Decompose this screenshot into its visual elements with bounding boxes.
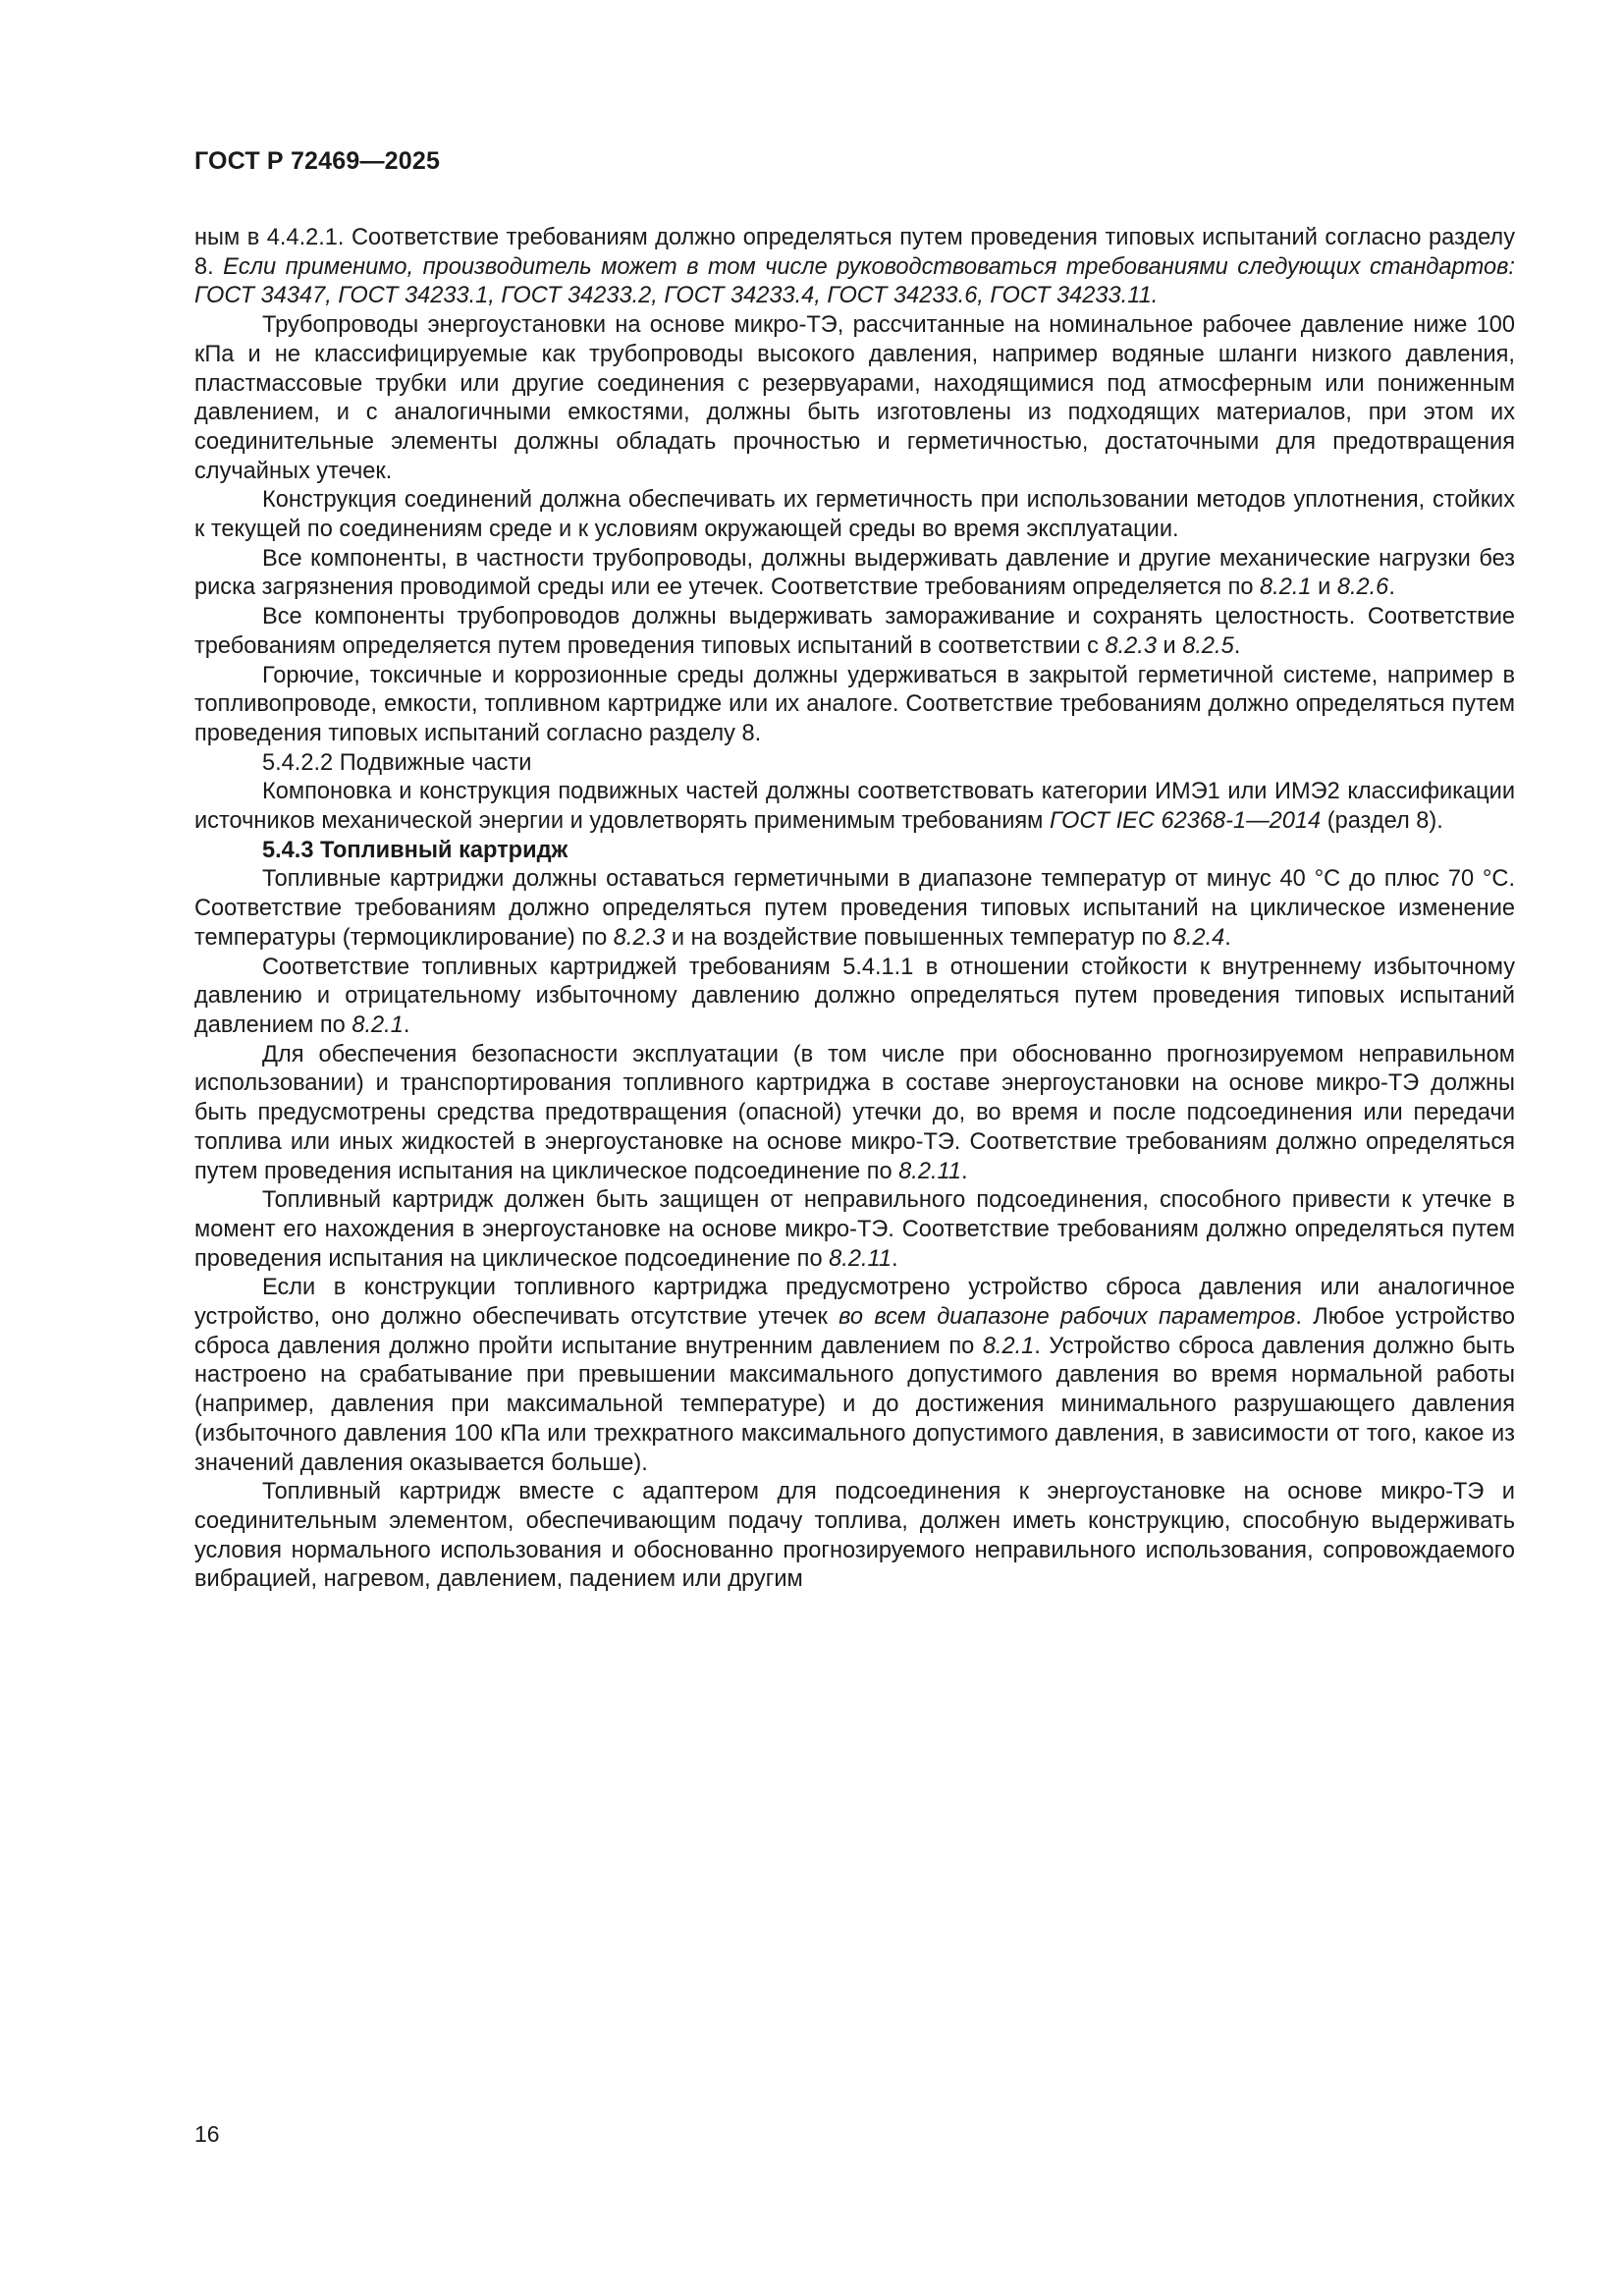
paragraph-text: Конструкция соединений должна обеспечивать их герметичность при использовании методов уплотнения, стойких к текущей по соединениям среде и к условиям окружающей среды во время эксплуатации. (194, 487, 1515, 543)
paragraph-text: и на воздействие повышенных температур по (665, 924, 1173, 951)
paragraph-text: Компоновка и конструкция подвижных частей должны соответствовать категории ИМЭ1 или ИМЭ2 классификации источников механической энергии и удовлетворять применимым требованиям (194, 779, 1515, 835)
document-body (194, 224, 1515, 1595)
italic-text: 8.2.11 (829, 1245, 892, 1272)
paragraph (194, 749, 1515, 779)
paragraph-text: Если в конструкции топливного картриджа предусмотрено устройство сброса давления или аналогичное устройство, оно должно обеспечивать отсутствие утечек (194, 1275, 1515, 1331)
italic-text: 8.2.4 (1172, 924, 1225, 951)
paragraph-text: и (1156, 632, 1183, 659)
paragraph-text: Для обеспечения безопасности эксплуатации (в том числе при обоснованно прогнозируемом неправильном использовании) и транспортирования топливного картриджа в составе энергоустановки на основе микро-ТЭ должны быть предусмотрены средства предотвращения (опасной) утечки до, во время и после подсоединения или передачи топлива или иных жидкостей в энергоустановке на основе микро-ТЭ. Соответствие требованиям должно определяться путем проведения испытания на циклическое подсоединение по (194, 1041, 1515, 1184)
paragraph-text: . (1233, 632, 1241, 659)
italic-text: 8.2.3 (1105, 632, 1157, 659)
paragraph-text: . (403, 1011, 410, 1038)
paragraph (194, 837, 1515, 866)
paragraph-text: . (892, 1245, 898, 1272)
paragraph-text: и (1311, 574, 1337, 601)
document-header: ГОСТ Р 72469—2025 (194, 147, 441, 175)
paragraph (194, 954, 1515, 1041)
paragraph-text: Топливные картриджи должны оставаться герметичными в диапазоне температур от минус 40 °С до плюс 70 °С. Соответствие требованиям должно определяться путем проведения типовых испытаний на циклическое изменение температуры (термоциклирование) по (194, 866, 1515, 951)
italic-text: 8.2.1 (352, 1011, 404, 1038)
paragraph (194, 662, 1515, 749)
paragraph-text: Топливный картридж вместе с адаптером для подсоединения к энергоустановке на основе микро-ТЭ и соединительным элементом, обеспечивающим подачу топлива, должен иметь конструкцию, способную выдерживать условия нормального использования и обоснованно прогнозируемого неправильного использования, сопровождаемого вибрацией, нагревом, давлением, падением или другим (194, 1479, 1515, 1593)
paragraph-text: . Устройство сброса давления должно быть настроено на срабатывание при превышении максимального допустимого давления во время нормальной работы (например, давления при максимальной температуре) и до достижения минимального разрушающего давления (избыточного давления 100 кПа или трехкратного максимального допустимого давления, в зависимости от того, какое из значений давления оказывается больше). (194, 1333, 1515, 1476)
paragraph-text: Соответствие топливных картриджей требованиям 5.4.1.1 в отношении стойкости к внутреннему избыточному давлению и отрицательному избыточному давлению должно определяться путем проведения типовых испытаний давлением по (194, 954, 1515, 1038)
paragraph-text: . Любое устройство сброса давления должно пройти испытание внутренним давлением по (194, 1304, 1515, 1359)
paragraph (194, 1041, 1515, 1187)
paragraph (194, 865, 1515, 953)
paragraph (194, 1274, 1515, 1478)
paragraph-text: Горючие, токсичные и коррозионные среды должны удерживаться в закрытой герметичной системе, например в топливопроводе, емкости, топливном картридже или их аналоге. Соответствие требованиям должно определяться путем проведения типовых испытаний согласно разделу 8. (194, 662, 1515, 746)
italic-text: 8.2.6 (1336, 574, 1389, 601)
paragraph (194, 311, 1515, 486)
italic-text: во всем диапазоне рабочих параметров (839, 1304, 1296, 1331)
paragraph (194, 603, 1515, 661)
italic-text: 8.2.1 (1260, 574, 1312, 601)
italic-text: Если применимо, производитель может в том числе руководствоваться требованиями следующих стандартов: ГОСТ 34347, ГОСТ 34233.1, ГОСТ 34233.2, ГОСТ 34233.4, ГОСТ 34233.6, ГОСТ 34233.11. (194, 253, 1515, 309)
paragraph-text: ным в 4.4.2.1. Соответствие требованиям должно определяться путем проведения типовых испытаний согласно разделу 8. (194, 225, 1515, 280)
paragraph-text: Трубопроводы энергоустановки на основе микро-ТЭ, рассчитанные на номинальное рабочее давление ниже 100 кПа и не классифицируемые как трубопроводы высокого давления, например водяные шланги низкого давления, пластмассовые трубки или другие соединения с резервуарами, находящимися под атмосферным или пониженным давлением, и с аналогичными емкостями, должны быть изготовлены из подходящих материалов, при этом их соединительные элементы должны обладать прочностью и герметичностью, достаточными для предотвращения случайных утечек. (194, 312, 1515, 484)
paragraph-text: (раздел 8). (1321, 808, 1443, 835)
paragraph-text: Все компоненты трубопроводов должны выдерживать замораживание и сохранять целостность. Соответствие требованиям определяется путем проведения типовых испытаний в соответствии с (194, 604, 1515, 659)
paragraph-text: Топливный картридж должен быть защищен от неправильного подсоединения, способного привести к утечке в момент его нахождения в энергоустановке на основе микро-ТЭ. Соответствие требованиям должно определяться путем проведения испытания на циклическое подсоединение по (194, 1187, 1515, 1272)
italic-text: 8.2.5 (1182, 632, 1234, 659)
paragraph-text: . (961, 1158, 968, 1184)
paragraph-text: . (1224, 924, 1231, 951)
paragraph (194, 778, 1515, 836)
paragraph (194, 1186, 1515, 1274)
italic-text: ГОСТ IEC 62368-1—2014 (1049, 808, 1322, 835)
paragraph (194, 224, 1515, 311)
italic-text: 8.2.1 (982, 1333, 1035, 1359)
page-number: 16 (194, 2121, 220, 2147)
paragraph-text: Все компоненты, в частности трубопроводы, должны выдерживать давление и другие механические нагрузки без риска загрязнения проводимой среды или ее утечек. Соответствие требованиям определяется по (194, 545, 1515, 601)
paragraph (194, 1478, 1515, 1595)
paragraph (194, 486, 1515, 544)
italic-text: 8.2.11 (898, 1158, 962, 1184)
section-heading: 5.4.3 Топливный картридж (262, 837, 568, 863)
italic-text: 8.2.3 (613, 924, 666, 951)
paragraph-text: . (1388, 574, 1395, 601)
paragraph-text: 5.4.2.2 Подвижные части (262, 749, 532, 776)
paragraph (194, 545, 1515, 603)
